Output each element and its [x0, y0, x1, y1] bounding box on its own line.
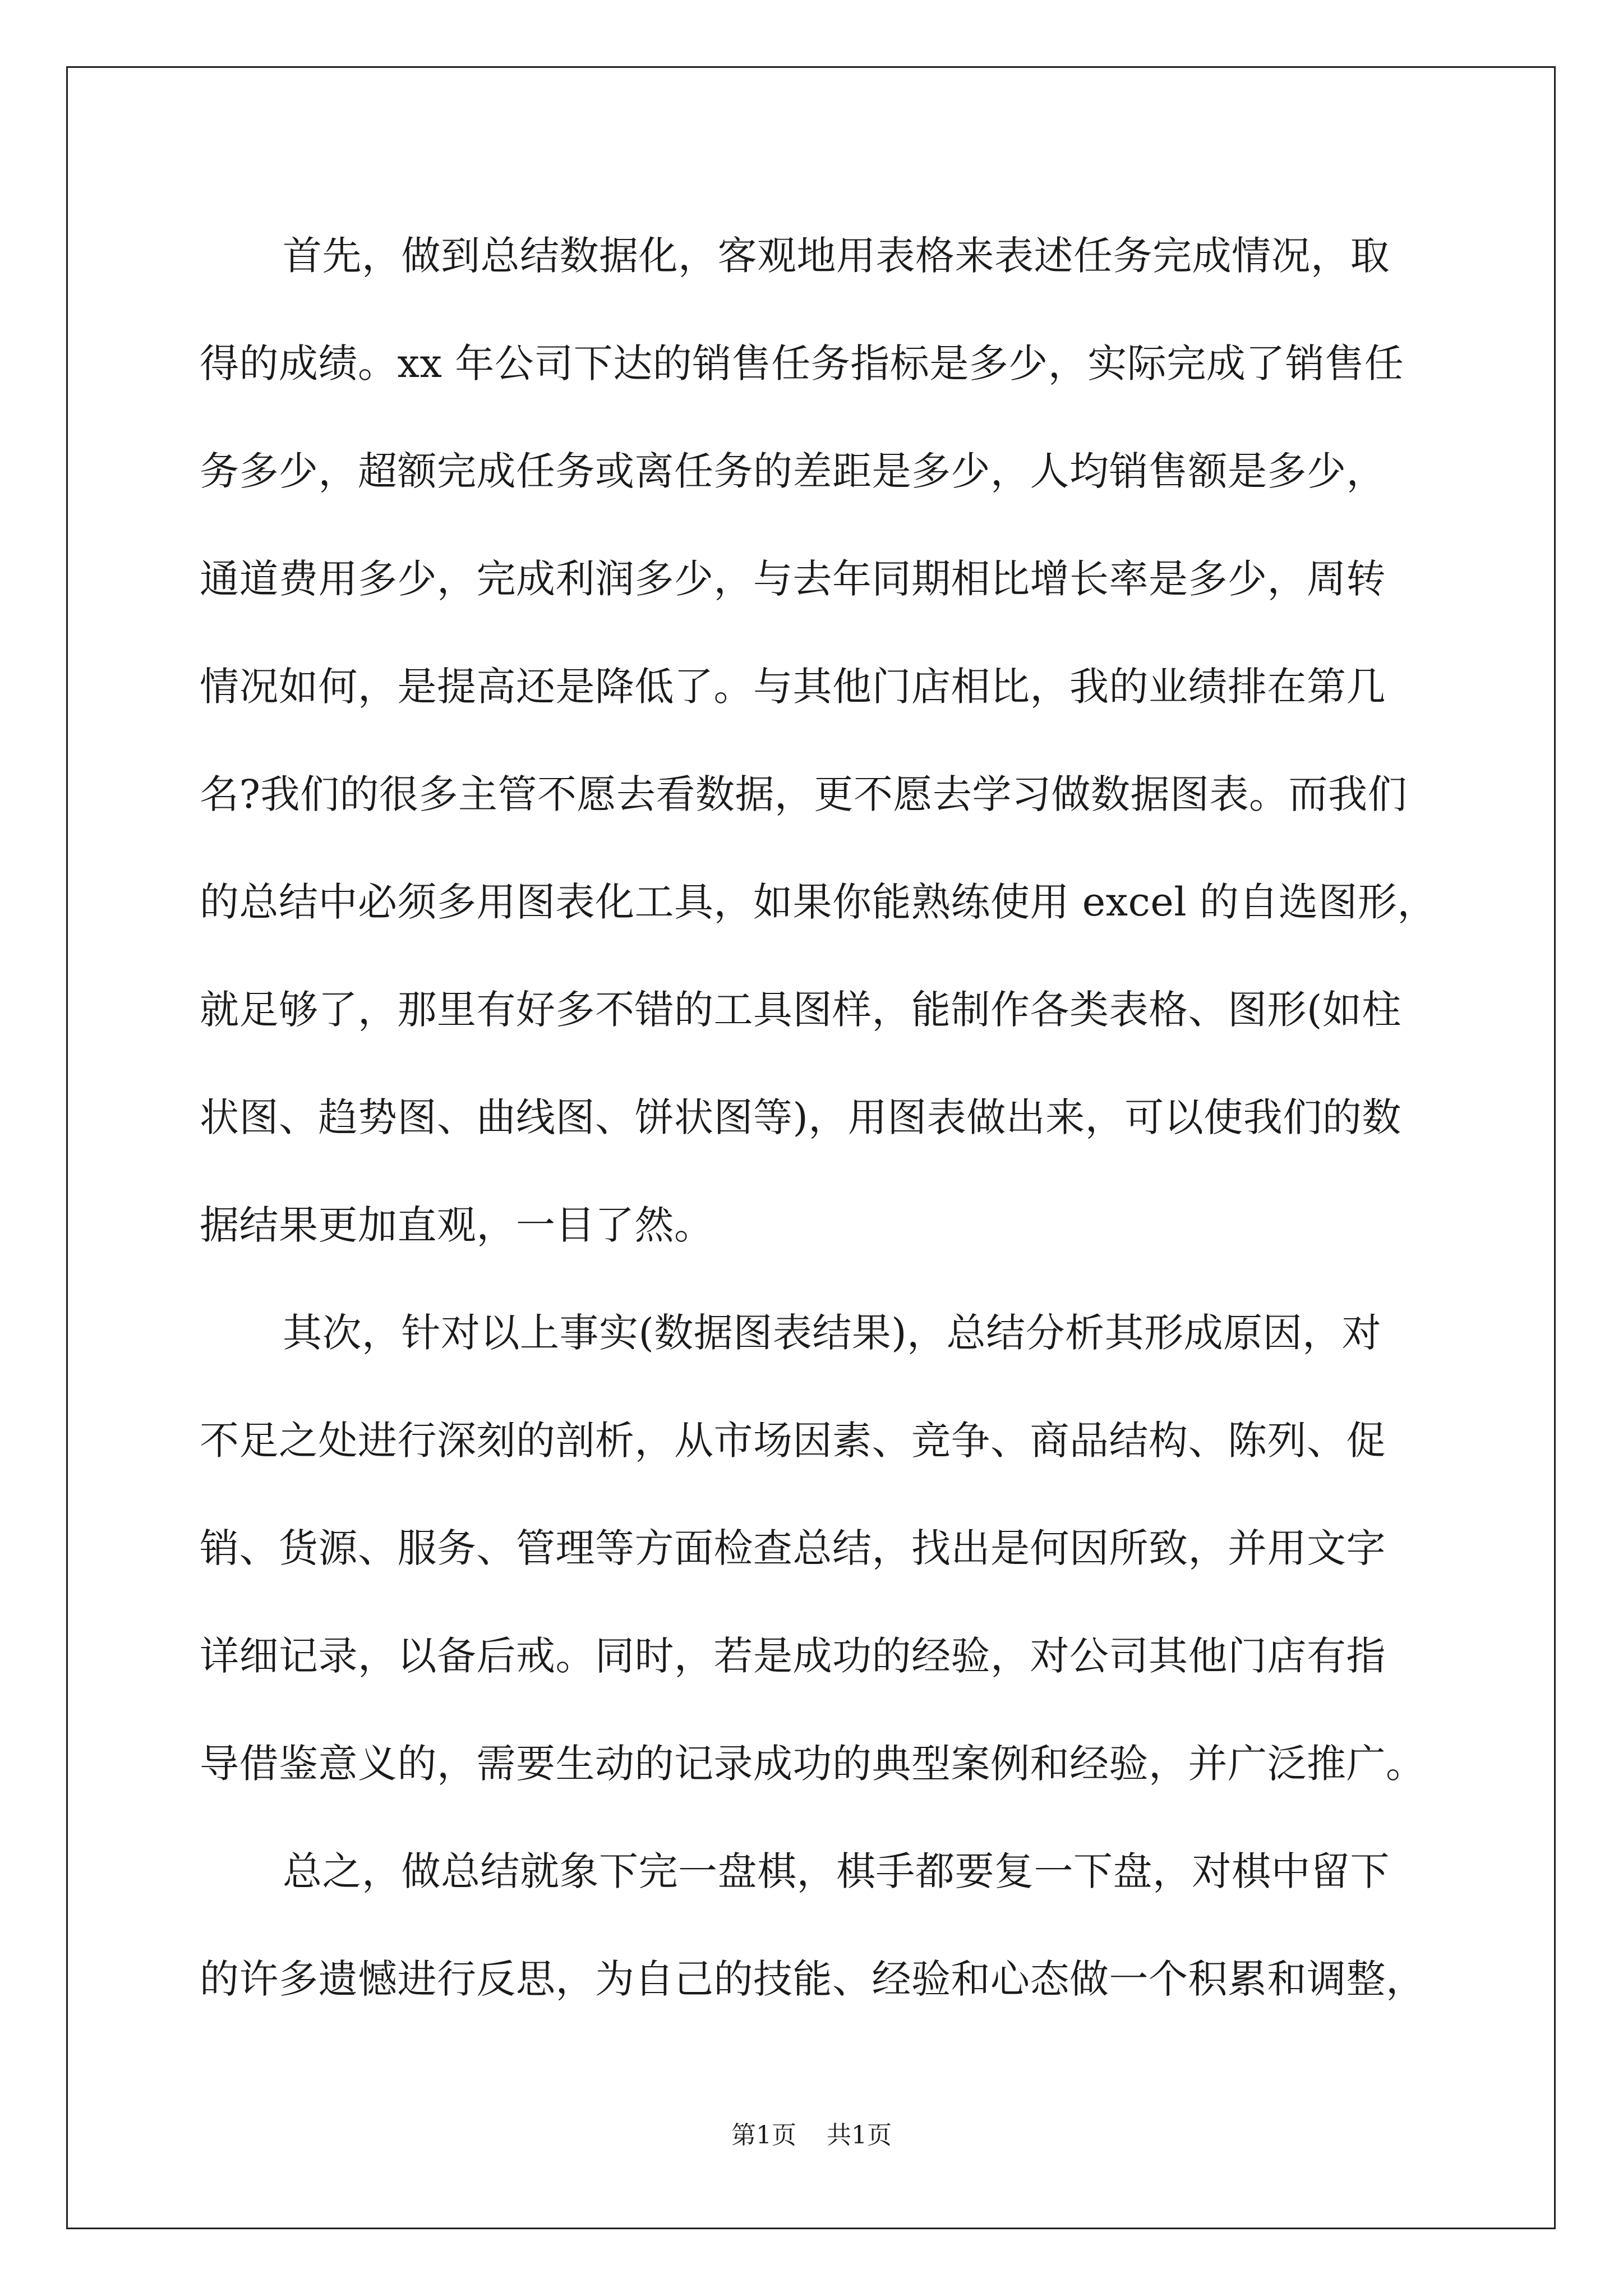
paragraph-line: 首先，做到总结数据化，客观地用表格来表述任务完成情况，取 [283, 233, 1390, 279]
paragraph-line: 总之，做总结就象下完一盘棋，棋手都要复一下盘，对棋中留下 [283, 1848, 1390, 1894]
paragraph-line: 通道费用多少，完成利润多少，与去年同期相比增长率是多少，周转 [200, 556, 1386, 602]
paragraph-line: 得的成绩。xx 年公司下达的销售任务指标是多少，实际完成了销售任 [200, 341, 1404, 386]
paragraph-line: 导借鉴意义的，需要生动的记录成功的典型案例和经验，并广泛推广。 [200, 1741, 1426, 1787]
paragraph-line: 销、货源、服务、管理等方面检查总结，找出是何因所致，并用文字 [200, 1525, 1386, 1571]
paragraph-line: 的许多遗憾进行反思，为自己的技能、经验和心态做一个积累和调整， [200, 1956, 1426, 2002]
paragraph-line: 其次，针对以上事实(数据图表结果)，总结分析其形成原因，对 [283, 1310, 1382, 1356]
paragraph-line: 就足够了，那里有好多不错的工具图样，能制作各类表格、图形(如柱 [200, 987, 1401, 1033]
paragraph-line: 不足之处进行深刻的剖析，从市场因素、竞争、商品结构、陈列、促 [200, 1418, 1386, 1464]
paragraph-line: 据结果更加直观，一目了然。 [200, 1202, 714, 1248]
paragraph-line: 详细记录，以备后戒。同时，若是成功的经验，对公司其他门店有指 [200, 1633, 1386, 1679]
page-number: 第1页 [731, 2121, 796, 2150]
page-footer [0, 2115, 1623, 2151]
paragraph-line: 情况如何，是提高还是降低了。与其他门店相比，我的业绩排在第几 [200, 664, 1386, 710]
page-total: 共1页 [827, 2121, 892, 2150]
paragraph-line: 务多少，超额完成任务或离任务的差距是多少，人均销售额是多少， [200, 448, 1386, 494]
document-body [200, 202, 1437, 2033]
paragraph-line: 名?我们的很多主管不愿去看数据，更不愿去学习做数据图表。而我们 [200, 771, 1408, 817]
paragraph-line: 状图、趋势图、曲线图、饼状图等)，用图表做出来，可以使我们的数 [200, 1094, 1401, 1140]
paragraph-line: 的总结中必须多用图表化工具，如果你能熟练使用 excel 的自选图形， [200, 879, 1437, 925]
